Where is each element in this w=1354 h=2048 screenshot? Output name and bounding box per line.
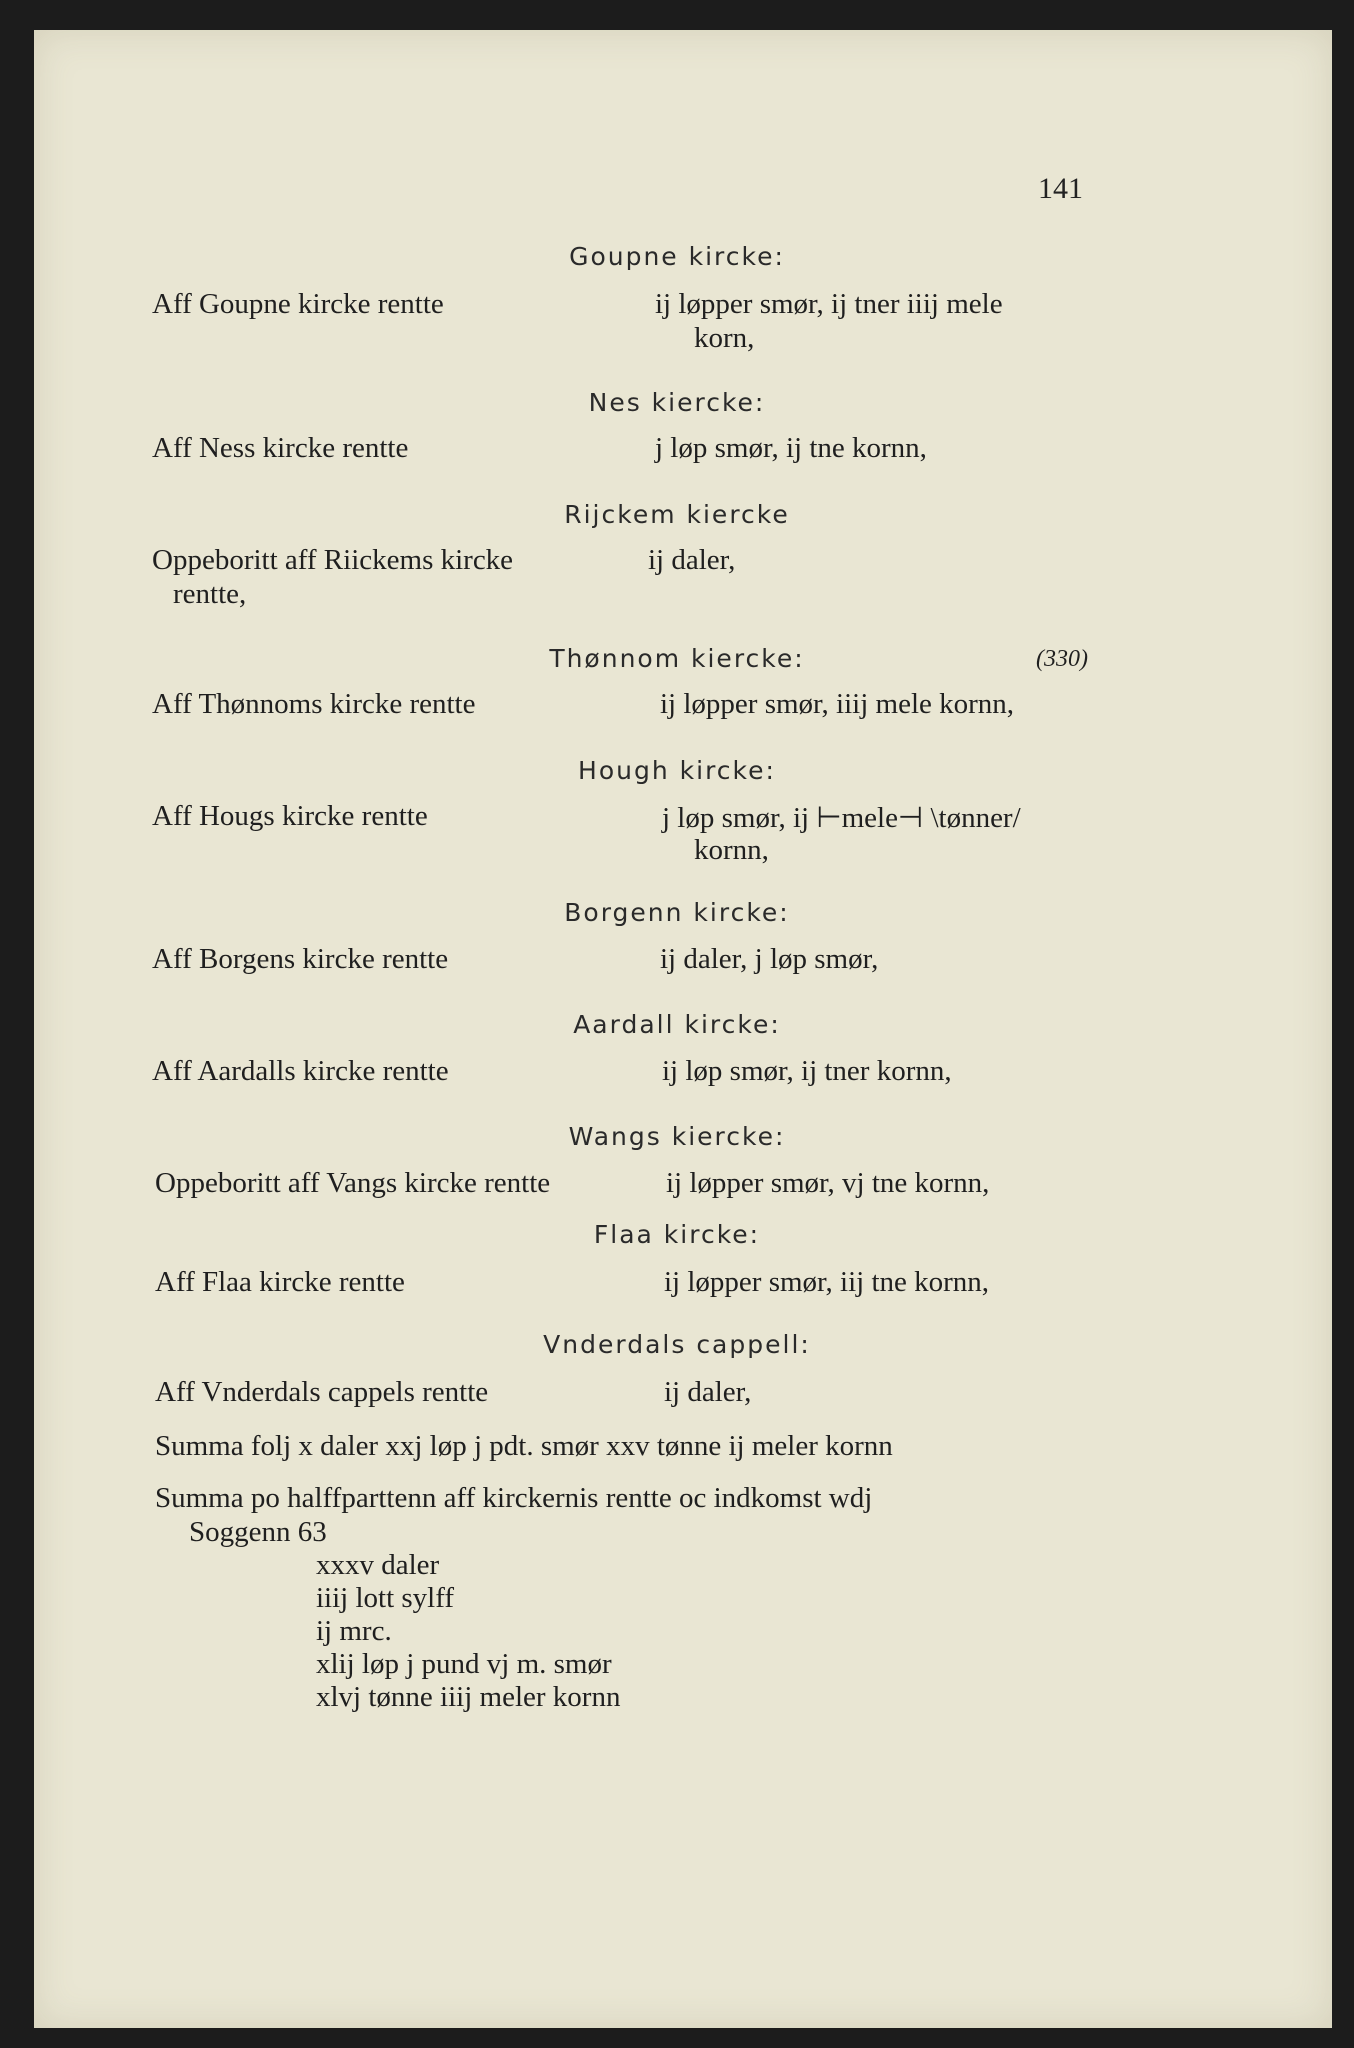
entry-source: Aff Hougs kircke rentte (152, 800, 428, 832)
summa-total-line: Summa po halffparttenn aff kirckernis rentte oc indkomst wdj (155, 1482, 873, 1514)
section-heading: Hough kircke: (578, 756, 776, 785)
entry-source: Oppeboritt aff Vangs kircke rentte (155, 1167, 551, 1199)
entry-amount-cont: korn, (694, 322, 755, 354)
entry-amount: ij løpper smør, vj tne kornn, (666, 1167, 990, 1199)
margin-reference: (330) (1036, 646, 1088, 672)
entry-source: Aff Ness kircke rentte (152, 432, 409, 464)
section-heading: Thønnom kiercke: (549, 644, 805, 673)
entry-amount: ij løp smør, ij tner kornn, (662, 1055, 952, 1087)
entry-source: Oppeboritt aff Riickems kircke (152, 544, 514, 576)
entry-amount: ij daler, j løp smør, (660, 943, 879, 975)
section-heading: Vnderdals cappell: (543, 1330, 811, 1359)
section-heading: Goupne kircke: (569, 242, 785, 271)
entry-source-cont: rentte, (173, 578, 247, 610)
entry-source: Aff Thønnoms kircke rentte (152, 688, 476, 720)
section-heading: Rijckem kiercke (564, 500, 790, 529)
entry-amount-cont: kornn, (694, 834, 769, 866)
section-heading: Wangs kiercke: (568, 1122, 786, 1151)
summa-item: xlvj tønne iiij meler kornn (316, 1681, 621, 1713)
summa-item: ij mrc. (316, 1615, 392, 1647)
section-heading: Flaa kircke: (593, 1220, 761, 1249)
entry-source: Aff Goupne kircke rentte (152, 288, 444, 320)
summa-item: xxxv daler (316, 1549, 440, 1581)
summa-item: xlij løp j pund vj m. smør (316, 1648, 612, 1680)
entry-amount: ij løpper smør, iiij mele kornn, (660, 688, 1015, 720)
summa-line: Summa folj x daler xxj løp j pdt. smør xxv tønne ij meler kornn (155, 1430, 893, 1462)
summa-item: iiij lott sylff (316, 1582, 455, 1614)
section-heading: Aardall kircke: (573, 1010, 781, 1039)
section-heading: Nes kiercke: (588, 388, 766, 417)
entry-amount: ij løpper smør, iij tne kornn, (664, 1266, 990, 1298)
entry-amount: j løp smør, ij ⊢mele⊣ \tønner/ (662, 802, 1021, 834)
summa-total-line-cont: Soggenn 63 (189, 1516, 327, 1548)
entry-amount: j løp smør, ij tne kornn, (655, 432, 927, 464)
entry-source: Aff Flaa kircke rentte (155, 1266, 405, 1298)
entry-source: Aff Aardalls kircke rentte (152, 1055, 449, 1087)
entry-amount: ij daler, (648, 544, 736, 576)
entry-source: Aff Borgens kircke rentte (152, 943, 449, 975)
entry-source: Aff Vnderdals cappels rentte (155, 1376, 489, 1408)
section-heading: Borgenn kircke: (564, 898, 790, 927)
entry-amount: ij løpper smør, ij tner iiij mele (655, 288, 1003, 320)
page-number: 141 (1038, 172, 1083, 205)
entry-amount: ij daler, (664, 1376, 752, 1408)
